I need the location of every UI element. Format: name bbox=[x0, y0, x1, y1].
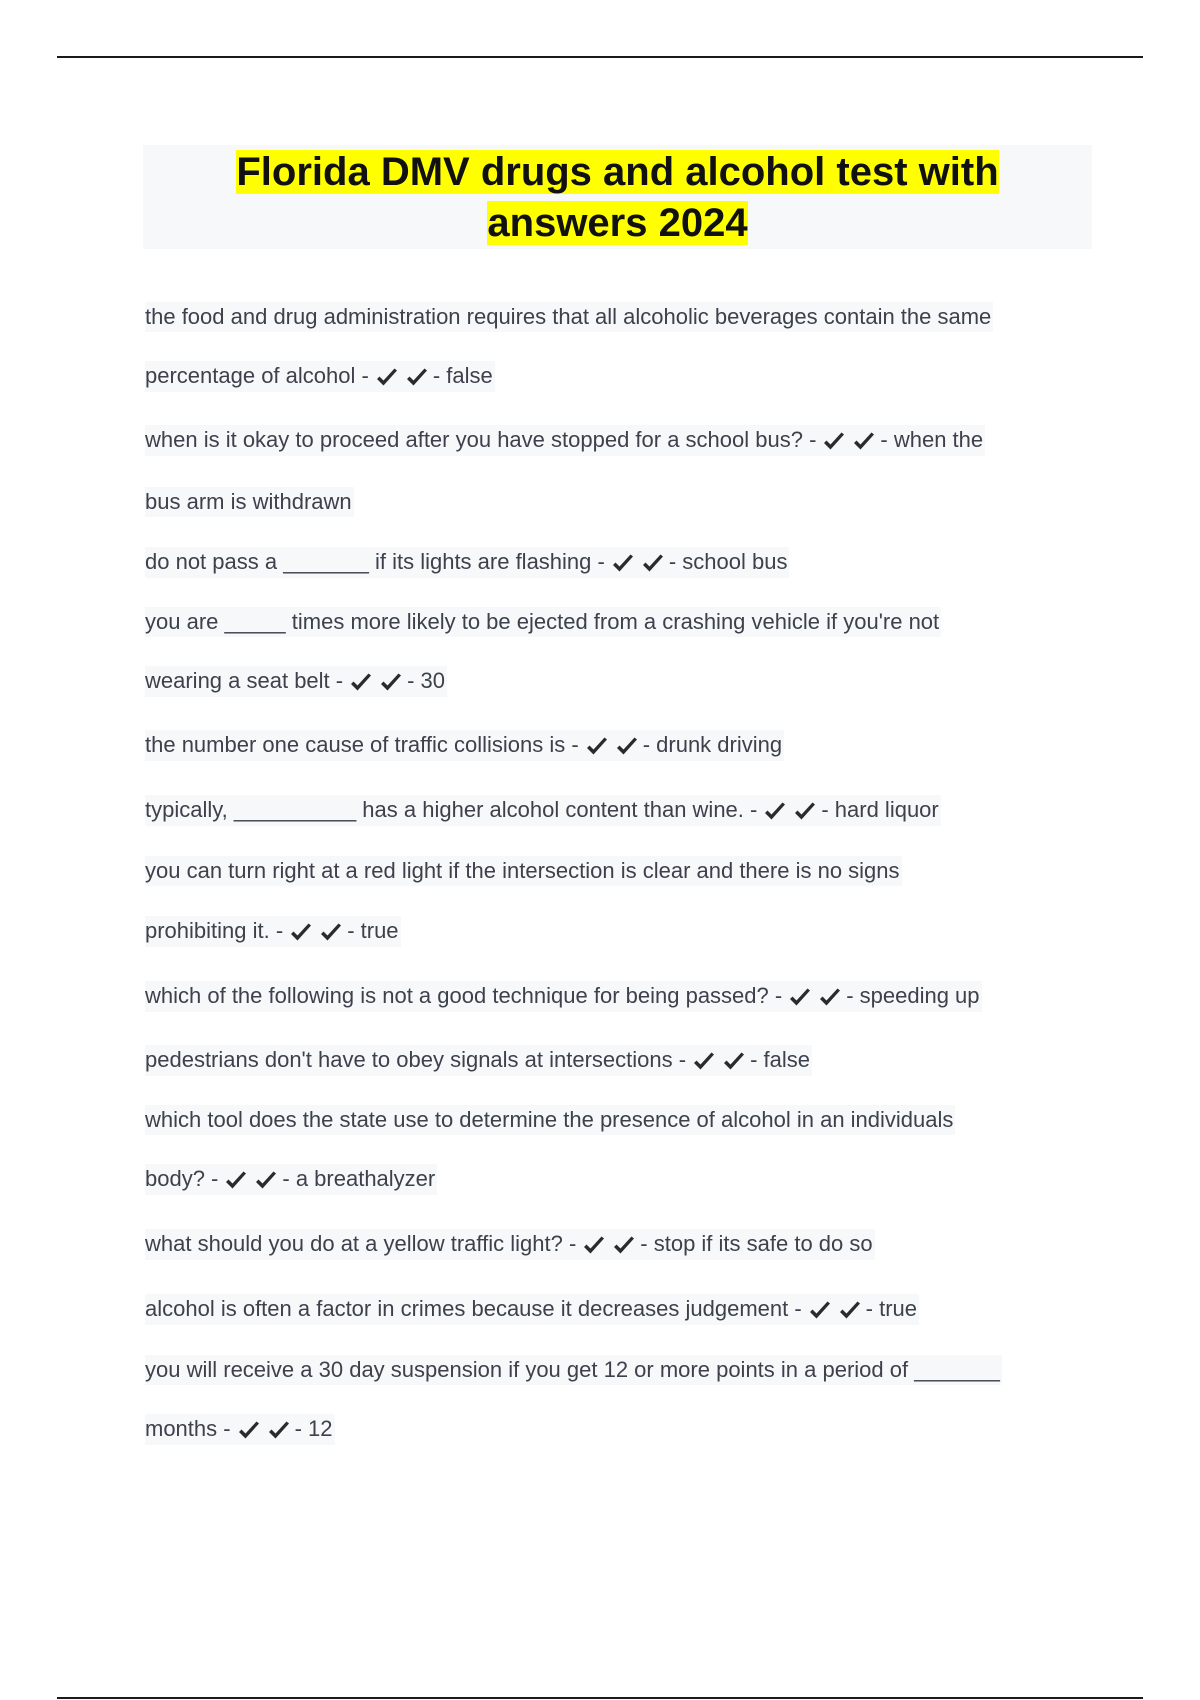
qa-item-6-line-1 bbox=[145, 795, 941, 826]
check-mark-icon bbox=[641, 553, 665, 575]
question-text: which of the following is not a good technique for being passed? - bbox=[145, 983, 783, 1008]
qa-item-10-line-2 bbox=[145, 1164, 437, 1195]
check-mark-icon bbox=[722, 1051, 746, 1073]
qa-item-2-line-1 bbox=[145, 425, 985, 456]
question-text: the number one cause of traffic collisions is - bbox=[145, 732, 579, 757]
question-text: pedestrians don't have to obey signals at intersections - bbox=[145, 1047, 687, 1072]
qa-item-7-line-1 bbox=[145, 856, 902, 886]
check-mark-icon bbox=[289, 922, 313, 944]
qa-item-1-line-2 bbox=[145, 361, 495, 392]
check-mark-icon bbox=[585, 736, 609, 758]
answer-checks bbox=[611, 548, 665, 578]
answer-checks bbox=[375, 362, 429, 392]
bottom-rule bbox=[57, 1697, 1143, 1699]
answer-text: - stop if its safe to do so bbox=[640, 1231, 873, 1256]
qa-item-1-line-1 bbox=[145, 302, 993, 332]
check-mark-icon bbox=[615, 736, 639, 758]
check-mark-icon bbox=[319, 922, 343, 944]
answer-checks bbox=[692, 1046, 746, 1076]
check-mark-icon bbox=[582, 1235, 606, 1257]
answer-text: - 30 bbox=[407, 668, 446, 693]
answer-text: - 12 bbox=[294, 1416, 333, 1441]
answer-checks bbox=[237, 1415, 291, 1445]
page-title bbox=[143, 147, 1092, 249]
top-rule bbox=[57, 56, 1143, 58]
question-text: you will receive a 30 day suspension if you get 12 or more points in a period of _______ bbox=[145, 1357, 1000, 1382]
qa-item-10-line-1 bbox=[145, 1105, 955, 1135]
check-mark-icon bbox=[267, 1420, 291, 1442]
answer-text: - speeding up bbox=[846, 983, 980, 1008]
check-mark-icon bbox=[852, 431, 876, 453]
qa-item-5-line-1 bbox=[145, 730, 784, 761]
check-mark-icon bbox=[237, 1420, 261, 1442]
answer-checks bbox=[763, 796, 817, 826]
question-text: when is it okay to proceed after you have stopped for a school bus? - bbox=[145, 427, 817, 452]
check-mark-icon bbox=[224, 1170, 248, 1192]
check-mark-icon bbox=[822, 431, 846, 453]
check-mark-icon bbox=[763, 801, 787, 823]
answer-checks bbox=[585, 731, 639, 761]
qa-item-13-line-2 bbox=[145, 1414, 335, 1445]
check-mark-icon bbox=[793, 801, 817, 823]
check-mark-icon bbox=[692, 1051, 716, 1073]
question-text: typically, __________ has a higher alcohol content than wine. - bbox=[145, 797, 758, 822]
qa-item-11-line-1 bbox=[145, 1229, 875, 1260]
answer-text: - true bbox=[347, 918, 399, 943]
qa-item-4-line-2 bbox=[145, 666, 447, 697]
answer-checks bbox=[224, 1165, 278, 1195]
answer-text: - true bbox=[865, 1296, 918, 1321]
answer-text: - false bbox=[750, 1047, 810, 1072]
question-text: what should you do at a yellow traffic light? - bbox=[145, 1231, 577, 1256]
qa-item-4-line-1 bbox=[145, 607, 941, 637]
check-mark-icon bbox=[788, 987, 812, 1009]
title-box bbox=[143, 145, 1092, 249]
qa-item-2-line-2 bbox=[145, 487, 354, 517]
question-text: you are _____ times more likely to be ejected from a crashing vehicle if you're not bbox=[145, 609, 940, 634]
check-mark-icon bbox=[808, 1300, 832, 1322]
question-text: percentage of alcohol - bbox=[145, 363, 369, 388]
qa-item-7-line-2 bbox=[145, 916, 401, 947]
answer-checks bbox=[822, 426, 876, 456]
question-text: wearing a seat belt - bbox=[145, 668, 344, 693]
question-text: alcohol is often a factor in crimes because it decreases judgement - bbox=[145, 1296, 802, 1321]
check-mark-icon bbox=[349, 672, 373, 694]
answer-text: - drunk driving bbox=[642, 732, 783, 757]
answer-text: - when the bbox=[880, 427, 984, 452]
answer-text: - false bbox=[432, 363, 493, 388]
question-text: months - bbox=[145, 1416, 231, 1441]
qa-item-3-line-1 bbox=[145, 547, 789, 578]
answer-checks bbox=[582, 1230, 636, 1260]
answer-text: - school bus bbox=[668, 549, 788, 574]
answer-checks bbox=[808, 1295, 862, 1325]
check-mark-icon bbox=[612, 1235, 636, 1257]
check-mark-icon bbox=[818, 987, 842, 1009]
question-text: the food and drug administration requires that all alcoholic beverages contain the same bbox=[145, 304, 992, 329]
question-text: body? - bbox=[145, 1166, 219, 1191]
question-text: you can turn right at a red light if the intersection is clear and there is no signs bbox=[145, 858, 900, 883]
check-mark-icon bbox=[254, 1170, 278, 1192]
qa-item-8-line-1 bbox=[145, 981, 982, 1012]
answer-checks bbox=[349, 667, 403, 697]
check-mark-icon bbox=[838, 1300, 862, 1322]
qa-item-9-line-1 bbox=[145, 1045, 812, 1076]
check-mark-icon bbox=[375, 367, 399, 389]
question-text: prohibiting it. - bbox=[145, 918, 284, 943]
answer-checks bbox=[788, 982, 842, 1012]
title-line-1: Florida DMV drugs and alcohol test with bbox=[236, 150, 999, 194]
question-text: which tool does the state use to determine the presence of alcohol in an individuals bbox=[145, 1107, 954, 1132]
answer-text: - hard liquor bbox=[821, 797, 939, 822]
check-mark-icon bbox=[405, 367, 429, 389]
title-line-2: answers 2024 bbox=[487, 201, 748, 245]
answer-text: bus arm is withdrawn bbox=[145, 489, 352, 514]
qa-item-12-line-1 bbox=[145, 1294, 919, 1325]
answer-checks bbox=[289, 917, 343, 947]
check-mark-icon bbox=[379, 672, 403, 694]
qa-item-13-line-1 bbox=[145, 1355, 1002, 1385]
question-text: do not pass a _______ if its lights are flashing - bbox=[145, 549, 605, 574]
answer-text: - a breathalyzer bbox=[282, 1166, 436, 1191]
check-mark-icon bbox=[611, 553, 635, 575]
